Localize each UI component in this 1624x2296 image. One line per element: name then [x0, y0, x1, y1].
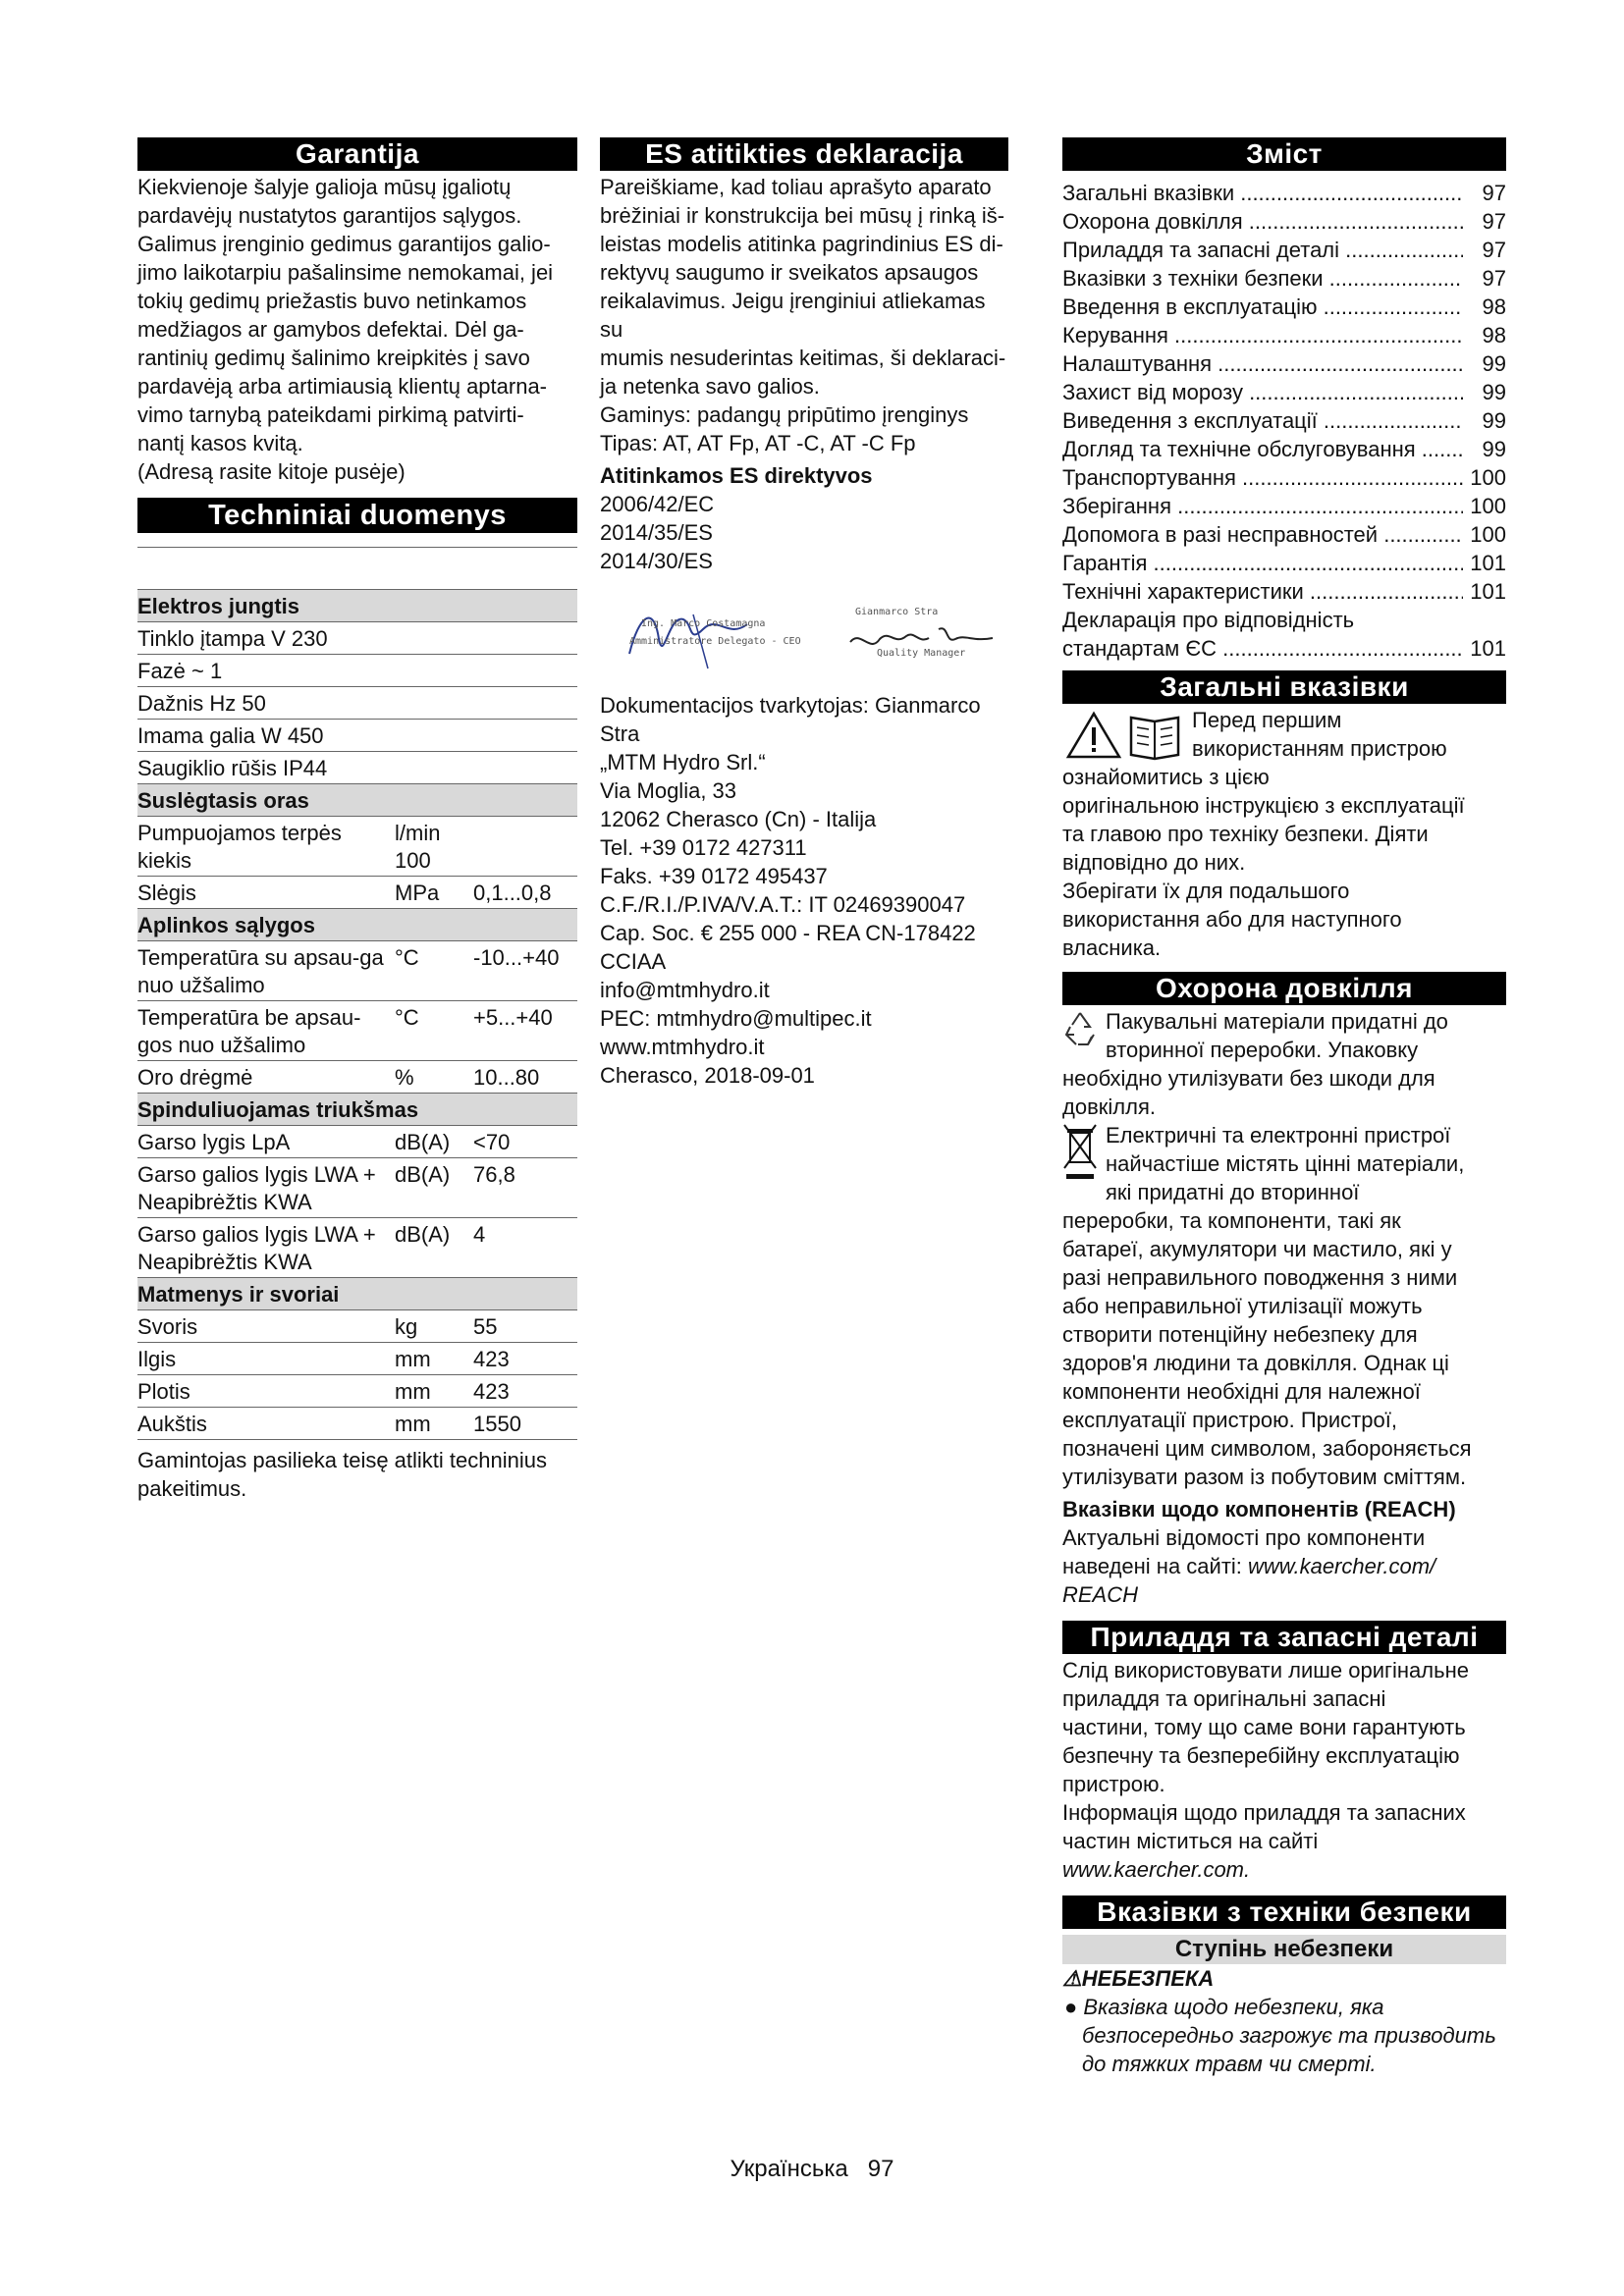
text-line: здоров'я людини та довкілля. Однак ці: [1062, 1351, 1449, 1375]
table-cell: Plotis: [137, 1379, 190, 1404]
text-line: переробки, та компоненти, такі як: [1062, 1208, 1401, 1233]
text-line: частин міститься на сайті: [1062, 1829, 1319, 1853]
table-cell: <70: [473, 1130, 511, 1154]
footer-page-number: 97: [867, 2156, 894, 2182]
tech-rows: [137, 590, 577, 1440]
text-line: Зберігати їх для подальшого: [1062, 879, 1350, 903]
toc-entry-title: Технічні характеристики .....: [1062, 577, 1463, 606]
toc-entry-page: 99: [1482, 351, 1506, 376]
table-cell: [395, 755, 473, 782]
recycle-lines: [1062, 1007, 1506, 1064]
general-heading: Загальні вказівки: [1062, 670, 1506, 704]
reach-line-2: [1062, 1552, 1506, 1580]
directives-title: Atitinkamos ES direktyvos: [600, 463, 873, 488]
table-cell: Pumpuojamos terpės kiekis: [137, 821, 342, 873]
directives-list: [600, 490, 1008, 575]
toc-list: [1062, 179, 1506, 663]
text-line: відповідно до них.: [1062, 850, 1246, 875]
table-group-header: Aplinkos sąlygos: [137, 909, 577, 941]
table-group-header: Matmenys ir svoriai: [137, 1278, 577, 1310]
text-line: 2014/30/ES: [600, 549, 713, 573]
text-line: вторинної переробки. Упаковку: [1106, 1038, 1419, 1062]
toc-entry-title: Транспортування .....: [1062, 463, 1463, 492]
table-cell: Ilgis: [137, 1347, 177, 1371]
text-line: Via Moglia, 33: [600, 778, 737, 803]
table-cell: Garso galios lygis LWA + Neapibrėžtis KWA: [137, 1222, 376, 1274]
toc-entry[interactable]: [1062, 577, 1506, 606]
table-cell: 55: [473, 1314, 498, 1339]
text-line: Kiekvienoje šalyje galioja mūsų įgaliotų: [137, 175, 512, 199]
table-row: [137, 877, 577, 909]
accessories-heading: Приладдя та запасні деталі: [1062, 1621, 1506, 1654]
table-cell: +5...+40: [473, 1005, 553, 1030]
table-cell: 423: [473, 1379, 510, 1404]
toc-entry-page: 97: [1482, 238, 1506, 262]
sig-left-name: Ing. Marco Costamagna: [641, 618, 766, 629]
table-cell: [395, 625, 473, 653]
table-row: [137, 941, 577, 1001]
text-line: jimo laikotarpiu pašalinsime nemokamai, jei: [137, 260, 554, 285]
warning-book-icon: [1062, 708, 1184, 763]
table-row: [137, 1061, 577, 1094]
table-cell: mm: [395, 1379, 431, 1404]
text-line: разі неправильного поводження з ними: [1062, 1265, 1458, 1290]
table-row: [137, 720, 577, 752]
toc-entry-page: 99: [1482, 408, 1506, 433]
table-cell: 1550: [473, 1412, 521, 1436]
table-group-header: Suslėgtasis oras: [137, 784, 577, 817]
table-cell: Dažnis Hz 50: [137, 691, 266, 716]
text-line: або неправильної утилізації можуть: [1062, 1294, 1423, 1318]
table-row: [137, 1158, 577, 1218]
text-line: Перед першим: [1192, 708, 1342, 732]
table-cell: MPa: [395, 881, 440, 905]
text-line: rantinių gedimų šalinimo kreipkitės į savo: [137, 346, 530, 370]
table-cell: mm: [395, 1412, 431, 1436]
table-cell: Garso lygis LpA: [137, 1130, 291, 1154]
text-line: C.F./R.I./P.IVA/V.A.T.: IT 02469390047: [600, 892, 966, 917]
table-cell: [473, 820, 577, 875]
table-cell: [473, 658, 577, 685]
table-row: [137, 687, 577, 720]
table-cell: dB(A): [395, 1222, 451, 1247]
table-cell: 0,1...0,8: [473, 881, 552, 905]
text-line: ja netenka savo galios.: [600, 374, 820, 399]
table-cell: dB(A): [395, 1130, 451, 1154]
toc-entry-page: 97: [1482, 181, 1506, 205]
table-cell: Tinklo įtampa V 230: [137, 626, 328, 651]
text-line: Tipas: AT, AT Fp, AT -C, AT -C Fp: [600, 431, 916, 455]
toc-entry-page: 99: [1482, 380, 1506, 404]
text-line: brėžiniai ir konstrukcija bei mūsų į rinką iš-: [600, 203, 1005, 228]
accessories-link[interactable]: www.kaercher.com.: [1062, 1857, 1251, 1882]
text-line: та главою про техніку безпеки. Діяти: [1062, 822, 1429, 846]
table-cell: °C: [395, 1005, 419, 1030]
table-cell: -10...+40: [473, 945, 560, 970]
table-cell: [395, 722, 473, 750]
toc-entry-page: 97: [1482, 209, 1506, 234]
toc-entry-title: Виведення з експлуатації .....: [1062, 406, 1463, 435]
toc-entry-title: Налаштування .....: [1062, 349, 1463, 378]
danger-level-heading: Ступінь небезпеки: [1062, 1935, 1506, 1964]
toc-entry-title: Вказівки з техніки безпеки .....: [1062, 264, 1463, 293]
table-cell: 423: [473, 1347, 510, 1371]
text-line: medžiagos ar gamybos defektai. Dėl ga-: [137, 317, 524, 342]
table-cell: kg: [395, 1314, 418, 1339]
text-line: безпечну та безперебійну експлуатацію: [1062, 1743, 1460, 1768]
text-line: використання або для наступного: [1062, 907, 1402, 932]
text-line: reikalavimus. Jeigu įrenginiui atliekamas su: [600, 289, 986, 342]
table-row: [137, 1218, 577, 1278]
environment-body-1: [1062, 1064, 1506, 1121]
text-line: Cherasco, 2018-09-01: [600, 1063, 815, 1088]
text-line: Пакувальні матеріали придатні до: [1106, 1009, 1448, 1034]
text-line: Faks. +39 0172 495437: [600, 864, 828, 888]
text-line: tokių gedimų priežastis buvo netinkamos: [137, 289, 527, 313]
table-cell: 76,8: [473, 1162, 515, 1187]
recycle-icon: [1062, 1009, 1098, 1048]
text-line: 12062 Cherasco (Cn) - Italija: [600, 807, 877, 831]
reach-line-2-text: наведені на сайті:: [1062, 1554, 1249, 1578]
signatures: [600, 585, 1008, 671]
text-line: частини, тому що саме вони гарантують: [1062, 1715, 1466, 1739]
table-row: [137, 1001, 577, 1061]
tech-data-heading: Techniniai duomenys: [137, 498, 577, 533]
text-line: CCIAA: [600, 949, 667, 974]
weee-block: [1062, 1121, 1506, 1206]
toc-entry-page: 100: [1470, 465, 1506, 490]
table-cell: Slėgis: [137, 881, 196, 905]
declaration-heading: ES atitikties deklaracija: [600, 137, 1008, 171]
table-cell: [473, 755, 577, 782]
footer-language: Українська: [730, 2156, 848, 2182]
weee-lines: [1062, 1121, 1506, 1206]
danger-triangle-icon: ⚠: [1062, 1966, 1082, 1991]
tech-data-table: [137, 547, 577, 1440]
toc-entry-page: 101: [1470, 579, 1506, 604]
text-line: Cap. Soc. € 255 000 - REA CN-178422: [600, 921, 976, 945]
column-right: [1062, 137, 1506, 2078]
table-cell: dB(A): [395, 1162, 451, 1187]
sig-right-name: Gianmarco Stra: [855, 607, 939, 617]
text-line: оригінальною інструкцією з експлуатації: [1062, 793, 1465, 818]
table-row: [137, 817, 577, 877]
text-line: vimo tarnybą pateikdami pirkimą patvirti-: [137, 402, 524, 427]
toc-entry[interactable]: [1062, 264, 1506, 293]
toc-entry-page: 98: [1482, 294, 1506, 319]
toc-entry-title: Гарантія .....: [1062, 549, 1463, 577]
text-line: Електричні та електронні пристрої: [1106, 1123, 1451, 1148]
toc-entry-title: Догляд та технічне обслуговування .....: [1062, 435, 1463, 463]
text-line: rektyvų saugumo ir sveikatos apsaugos: [600, 260, 979, 285]
toc-entry-page: 101: [1470, 636, 1506, 661]
toc-entry-page: 97: [1482, 266, 1506, 291]
reach-line-1: Актуальні відомості про компоненти: [1062, 1525, 1426, 1550]
text-line: які придатні до вторинної: [1106, 1180, 1360, 1204]
reach-link-2[interactable]: REACH: [1062, 1582, 1139, 1607]
table-row: [137, 622, 577, 655]
text-line: найчастіше містять цінні матеріали,: [1106, 1151, 1465, 1176]
table-cell: Svoris: [137, 1314, 198, 1339]
text-line: компоненти необхідні для належної: [1062, 1379, 1421, 1404]
recycle-block: [1062, 1007, 1506, 1064]
toc-entry[interactable]: [1062, 634, 1506, 663]
text-line: Слід використовувати лише оригінальне: [1062, 1658, 1469, 1682]
text-line: 2006/42/EC: [600, 492, 715, 516]
toc-entry-title: Охорона довкілля .....: [1062, 207, 1463, 236]
tech-note: Gamintojas pasilieka teisę atlikti techninius pakeitimus.: [137, 1448, 547, 1501]
table-cell: [395, 658, 473, 685]
text-line: експлуатації пристрою. Пристрої,: [1062, 1408, 1397, 1432]
toc-entry-title: Допомога в разі несправностей .....: [1062, 520, 1463, 549]
toc-entry[interactable]: [1062, 349, 1506, 378]
text-line: (Adresą rasite kitoje pusėje): [137, 459, 406, 484]
table-cell: Garso galios lygis LWA + Neapibrėžtis KWA: [137, 1162, 376, 1214]
danger-bullet: ● Вказівка щодо небезпеки, яка безпосередньо загрожує та призводить до тяжких травм чи смерті.: [1064, 1995, 1496, 2076]
toc-entry[interactable]: [1062, 378, 1506, 406]
table-cell: 10...80: [473, 1065, 540, 1090]
table-cell: [473, 722, 577, 750]
text-line: Dokumentacijos tvarkytojas: Gianmarco: [600, 693, 981, 718]
text-line: leistas modelis atitinka pagrindinius ES di-: [600, 232, 1003, 256]
table-cell: Aukštis: [137, 1412, 207, 1436]
text-line: pardavėją arba artimiausią klientų aptarna-: [137, 374, 548, 399]
text-line: mumis nesuderintas keitimas, ši deklaraci-: [600, 346, 1006, 370]
text-line: Gaminys: padangų pripūtimo įrenginys: [600, 402, 969, 427]
toc-entry[interactable]: [1062, 321, 1506, 349]
toc-entry-title: Захист від морозу .....: [1062, 378, 1463, 406]
toc-entry-title: Декларація про відповідність: [1062, 608, 1355, 632]
toc-entry[interactable]: [1062, 406, 1506, 435]
text-line: ознайомитись з цією: [1062, 765, 1270, 789]
toc-entry[interactable]: [1062, 207, 1506, 236]
table-row: [137, 1375, 577, 1408]
text-line: утилізувати разом із побутовим сміттям.: [1062, 1465, 1467, 1489]
text-line: приладдя та оригінальні запасні: [1062, 1686, 1386, 1711]
text-line: власника.: [1062, 935, 1162, 960]
toc-entry-title: Введення в експлуатацію .....: [1062, 293, 1463, 321]
column-left: [137, 137, 577, 1503]
toc-entry-page: [1463, 606, 1506, 634]
toc-entry[interactable]: [1062, 606, 1506, 634]
text-line: Pareiškiame, kad toliau aprašyto aparato: [600, 175, 992, 199]
table-cell: Temperatūra su apsau-ga nuo užšalimo: [137, 945, 384, 997]
text-line: батареї, акумулятори чи мастило, які у: [1062, 1237, 1452, 1261]
toc-entry-page: 99: [1482, 437, 1506, 461]
column-middle: [600, 137, 1008, 1090]
text-line: info@mtmhydro.it: [600, 978, 770, 1002]
table-group-header: Elektros jungtis: [137, 590, 577, 622]
table-cell: [473, 690, 577, 718]
toc-entry[interactable]: [1062, 549, 1506, 577]
reach-link-1[interactable]: www.kaercher.com/: [1248, 1554, 1436, 1578]
toc-entry-title: стандартам ЄС .....: [1062, 634, 1463, 663]
text-line: „MTM Hydro Srl.“: [600, 750, 766, 774]
text-line: довкілля.: [1062, 1095, 1156, 1119]
page-footer: [0, 2156, 1624, 2183]
text-line: створити потенційну небезпеку для: [1062, 1322, 1418, 1347]
text-line: pardavėjų nustatytos garantijos sąlygos.: [137, 203, 522, 228]
text-line: 2014/35/ES: [600, 520, 713, 545]
sig-right-role: Quality Manager: [877, 648, 966, 659]
table-cell: %: [395, 1065, 414, 1090]
general-icons-block: [1062, 706, 1506, 791]
weee-bin-icon: [1062, 1123, 1098, 1182]
signature-image: [600, 585, 1008, 671]
text-line: позначені цим символом, забороняється: [1062, 1436, 1472, 1461]
table-cell: Temperatūra be apsau-gos nuo užšalimo: [137, 1005, 361, 1057]
table-cell: Oro drėgmė: [137, 1065, 253, 1090]
table-cell: 4: [473, 1222, 486, 1247]
toc-entry[interactable]: [1062, 492, 1506, 520]
table-cell: mm: [395, 1347, 431, 1371]
accessories-body: [1062, 1656, 1506, 1855]
toc-entry-title: Загальні вказівки .....: [1062, 179, 1463, 207]
reach-title: Вказівки щодо компонентів (REACH): [1062, 1497, 1456, 1522]
environment-heading: Охорона довкілля: [1062, 972, 1506, 1005]
table-cell: Saugiklio rūšis IP44: [137, 756, 328, 780]
toc-entry-page: 101: [1470, 551, 1506, 575]
table-cell: Imama galia W 450: [137, 723, 324, 748]
table-cell: [473, 625, 577, 653]
toc-entry-page: 100: [1470, 494, 1506, 518]
text-line: Інформація щодо приладдя та запасних: [1062, 1800, 1466, 1825]
text-line: www.mtmhydro.it: [600, 1035, 765, 1059]
environment-body-2: [1062, 1206, 1506, 1491]
text-line: Galimus įrenginio gedimus garantijos galio-: [137, 232, 551, 256]
text-line: Tel. +39 0172 427311: [600, 835, 807, 860]
text-line: використанням пристрою: [1192, 736, 1447, 761]
text-line: nantį kasos kvitą.: [137, 431, 303, 455]
danger-label-text: НЕБЕЗПЕКА: [1081, 1966, 1215, 1991]
table-row: [137, 1126, 577, 1158]
table-group-header: Spinduliuojamas triukšmas: [137, 1094, 577, 1126]
toc-entry[interactable]: [1062, 293, 1506, 321]
text-line: Stra: [600, 721, 640, 746]
table-cell: Fazė ~ 1: [137, 659, 223, 683]
table-cell: l/min 100: [395, 821, 441, 873]
toc-entry-title: Зберігання .....: [1062, 492, 1463, 520]
garantija-heading: Garantija: [137, 137, 577, 171]
table-cell: [395, 690, 473, 718]
toc-entry[interactable]: [1062, 463, 1506, 492]
table-row: [137, 1310, 577, 1343]
garantija-body: [137, 173, 577, 486]
table-row: [137, 655, 577, 687]
general-body: [1062, 791, 1506, 962]
toc-entry[interactable]: [1062, 179, 1506, 207]
toc-entry[interactable]: [1062, 520, 1506, 549]
contact-block: [600, 691, 1008, 1090]
table-row: [137, 1408, 577, 1440]
sig-left-role: Amministratore Delegato - CEO: [629, 636, 801, 647]
table-cell: °C: [395, 945, 419, 970]
text-line: необхідно утилізувати без шкоди для: [1062, 1066, 1435, 1091]
safety-heading: Вказівки з техніки безпеки: [1062, 1896, 1506, 1929]
table-spacer: [137, 548, 577, 590]
toc-entry-page: 98: [1482, 323, 1506, 347]
toc-entry-page: 100: [1470, 522, 1506, 547]
toc-entry-title: Керування .....: [1062, 321, 1463, 349]
danger-label: [1062, 1964, 1506, 1993]
toc-entry-title: Приладдя та запасні деталі .....: [1062, 236, 1463, 264]
toc-heading: Зміст: [1062, 137, 1506, 171]
toc-entry[interactable]: [1062, 435, 1506, 463]
toc-entry[interactable]: [1062, 236, 1506, 264]
text-line: PEC: mtmhydro@multipec.it: [600, 1006, 872, 1031]
table-row: [137, 1343, 577, 1375]
declaration-body: [600, 173, 1008, 457]
table-row: [137, 752, 577, 784]
text-line: пристрою.: [1062, 1772, 1165, 1796]
